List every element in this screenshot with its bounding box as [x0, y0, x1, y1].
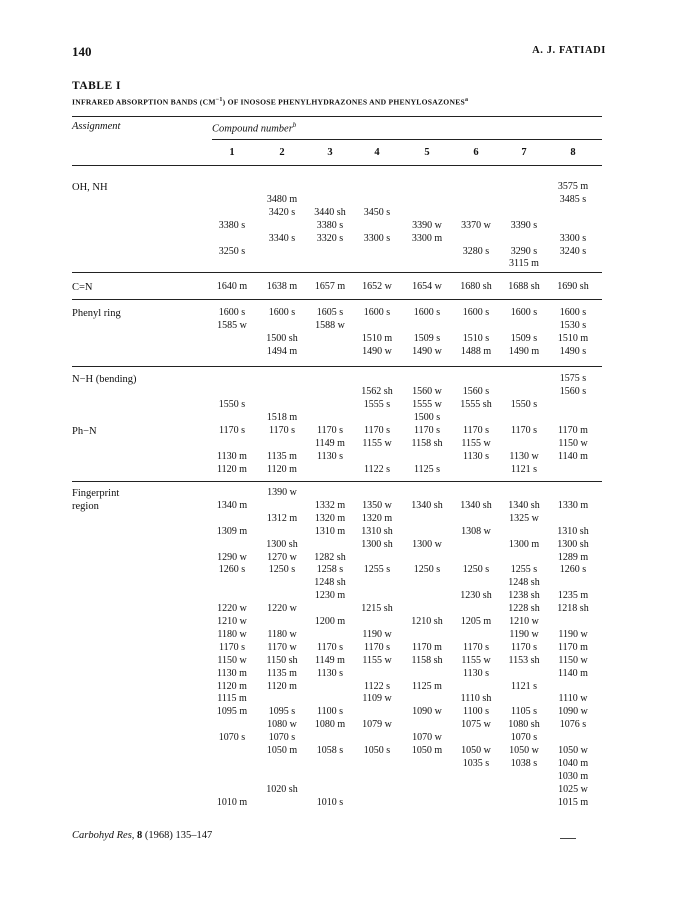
band-value: 1125 s — [413, 463, 441, 475]
band-value: 1320 m — [361, 512, 393, 524]
band-value: 3380 s — [218, 219, 246, 231]
band-value: 1079 w — [362, 719, 392, 731]
band-value: 1190 w — [558, 628, 588, 640]
band-value: 1050 s — [363, 745, 391, 756]
assignment-label: region — [72, 500, 99, 512]
band-value: 1115 m — [217, 693, 247, 705]
band-value: 1230 m — [314, 590, 346, 602]
band-value: 1300 w — [412, 538, 442, 550]
band-value: 1282 sh — [314, 551, 346, 563]
band-value: 1130 s — [462, 667, 490, 679]
assignment-label: OH, NH — [72, 182, 108, 193]
band-value: 1588 w — [315, 319, 345, 331]
band-value: 1220 w — [267, 603, 297, 615]
band-value: 1170 s — [462, 425, 490, 436]
band-value: 1320 m — [314, 512, 346, 524]
band-value: 1170 s — [268, 425, 296, 436]
band-value: 1170 s — [462, 641, 490, 653]
band-value: 1340 m — [216, 499, 248, 511]
band-value: 1605 s — [316, 307, 344, 318]
band-value: 1015 m — [557, 796, 589, 808]
caption-text-rest: ) OF INOSOSE PHENYLHYDRAZONES AND PHENYLOSAZONES — [222, 97, 465, 107]
assignment-label: Fingerprint — [72, 488, 120, 499]
band-value: 1494 m — [266, 345, 298, 357]
band-value: 1250 s — [462, 564, 490, 576]
band-value: 1310 sh — [557, 525, 589, 537]
band-value: 1218 sh — [557, 603, 589, 615]
assignment-column-header: Assignment — [72, 121, 121, 132]
band-value: 1308 w — [461, 525, 491, 537]
band-value: 1130 m — [217, 450, 247, 462]
band-value: 1255 s — [510, 564, 538, 576]
band-value: 3115 m — [509, 258, 539, 270]
assignment-label: N−H (bending) — [72, 374, 137, 385]
band-value: 1095 m — [216, 706, 248, 718]
journal-footer: Carbohyd Res, 8 (1968) 135–147 — [72, 830, 213, 841]
band-value: 1518 m — [266, 411, 298, 423]
band-value: 1020 sh — [266, 783, 298, 795]
band-value: 1122 s — [363, 680, 391, 692]
assignment-label: Ph−N — [72, 426, 97, 437]
band-value: 3240 s — [559, 245, 587, 257]
band-value: 1210 w — [509, 616, 539, 627]
band-value: 1340 sh — [508, 499, 540, 511]
band-value: 3300 s — [559, 232, 587, 244]
band-value: 3300 m — [411, 232, 443, 244]
band-value: 1035 s — [462, 757, 490, 769]
band-value: 1330 m — [557, 499, 589, 511]
band-value: 1170 s — [316, 641, 344, 653]
band-value: 1110 w — [558, 693, 588, 705]
band-value: 1530 s — [559, 319, 587, 331]
running-head: A. J. FATIADI — [532, 45, 606, 56]
compound-header-rule — [212, 139, 602, 140]
band-value: 1155 w — [362, 437, 392, 449]
band-value: 1289 m — [557, 551, 589, 563]
band-value: 3340 s — [268, 232, 296, 244]
compound-number-5: 5 — [424, 147, 430, 158]
band-value: 1170 m — [558, 641, 588, 653]
band-value: 1310 m — [314, 525, 346, 537]
band-value: 1657 m — [314, 281, 346, 292]
band-value: 1170 w — [267, 641, 297, 653]
band-value: 1050 w — [558, 745, 588, 756]
band-value: 1075 w — [461, 719, 491, 731]
table-top-rule — [72, 116, 602, 117]
band-value: 1238 sh — [508, 590, 540, 602]
band-value: 1688 sh — [508, 281, 540, 292]
band-value: 1190 w — [509, 628, 539, 640]
band-value: 3390 s — [510, 219, 538, 231]
band-value: 1350 w — [362, 499, 392, 511]
group-separator-rule — [72, 366, 602, 367]
band-value: 1158 sh — [411, 654, 443, 666]
band-value: 1095 s — [268, 706, 296, 718]
band-value: 1600 s — [559, 307, 587, 318]
compound-header-footnote: b — [292, 121, 297, 129]
band-value: 1121 s — [510, 680, 538, 692]
band-value: 1575 s — [559, 373, 587, 384]
assignment-label: C=N — [72, 282, 93, 293]
assignment-label: Phenyl ring — [72, 308, 121, 319]
band-value: 1600 s — [268, 307, 296, 318]
band-value: 1332 m — [314, 499, 346, 511]
band-value: 1170 s — [363, 425, 391, 436]
table-label: TABLE I — [72, 80, 121, 92]
band-value: 3480 m — [266, 193, 298, 205]
band-value: 1510 m — [361, 332, 393, 344]
band-value: 1300 sh — [557, 538, 589, 550]
band-value: 1150 w — [217, 654, 247, 666]
band-value: 1500 s — [413, 411, 441, 423]
band-value: 1050 w — [509, 745, 539, 756]
band-value: 1640 m — [216, 281, 248, 292]
band-value: 1390 w — [267, 487, 297, 498]
band-value: 1312 m — [266, 512, 298, 524]
band-value: 1585 w — [217, 319, 247, 331]
group-separator-rule — [72, 272, 602, 273]
band-value: 1070 s — [510, 732, 538, 744]
band-value: 1155 w — [461, 654, 491, 666]
band-value: 1120 m — [267, 680, 297, 692]
band-value: 1050 m — [266, 745, 298, 756]
band-value: 1255 s — [363, 564, 391, 576]
compound-number-7: 7 — [521, 147, 527, 158]
band-value: 1122 s — [363, 463, 391, 475]
band-value: 1150 w — [558, 654, 588, 666]
corner-dash — [560, 838, 576, 839]
band-value: 1200 m — [314, 616, 346, 627]
band-value: 1158 sh — [411, 437, 443, 449]
band-value: 1149 m — [315, 437, 345, 449]
band-value: 1080 w — [267, 719, 297, 731]
band-value: 1250 s — [413, 564, 441, 576]
band-value: 1155 w — [461, 437, 491, 449]
band-value: 1170 s — [363, 641, 391, 653]
band-value: 1150 sh — [266, 654, 298, 666]
compound-number-3: 3 — [327, 147, 333, 158]
band-value: 1170 s — [510, 641, 538, 653]
band-value: 1070 w — [412, 732, 442, 744]
band-value: 1500 sh — [266, 332, 298, 344]
band-value: 1140 m — [558, 450, 588, 462]
compound-header-text: Compound number — [212, 123, 293, 135]
band-value: 1235 m — [557, 590, 589, 602]
band-value: 1010 m — [216, 796, 248, 808]
band-value: 1290 w — [217, 551, 247, 563]
band-value: 1300 sh — [266, 538, 298, 550]
band-value: 1170 s — [413, 425, 441, 436]
header-bottom-rule — [72, 165, 602, 166]
page-number: 140 — [72, 44, 92, 59]
band-value: 1560 w — [412, 385, 442, 397]
caption-text: INFRARED ABSORPTION BANDS (CM — [72, 97, 216, 107]
band-value: 1600 s — [462, 307, 490, 318]
caption-footnote-mark: a — [464, 97, 469, 103]
band-value: 1149 m — [315, 654, 345, 666]
band-value: 1121 s — [510, 463, 538, 475]
band-value: 1130 w — [509, 450, 539, 462]
band-value: 1300 sh — [361, 538, 393, 550]
band-value: 1555 s — [363, 398, 391, 410]
caption-superscript: −1 — [215, 97, 223, 103]
band-value: 1210 w — [217, 616, 247, 627]
band-value: 1140 m — [558, 667, 588, 679]
band-value: 1153 sh — [508, 654, 540, 666]
band-value: 1509 s — [413, 332, 441, 344]
band-value: 3420 s — [268, 206, 296, 218]
band-value: 1100 s — [462, 706, 490, 718]
band-value: 1050 w — [461, 745, 491, 756]
band-value: 1600 s — [363, 307, 391, 318]
band-value: 1070 s — [268, 732, 296, 744]
band-value: 3380 s — [316, 219, 344, 231]
band-value: 1130 s — [316, 667, 344, 679]
band-value: 1080 sh — [508, 719, 540, 731]
band-value: 1560 s — [462, 385, 490, 397]
band-value: 1210 sh — [411, 616, 443, 627]
band-value: 1652 w — [362, 281, 392, 292]
band-value: 1248 sh — [508, 577, 540, 589]
band-value: 1170 m — [558, 425, 588, 436]
journal-citation: (1968) 135–147 — [142, 830, 213, 841]
band-value: 1562 sh — [361, 385, 393, 397]
band-value: 3440 sh — [314, 206, 346, 218]
band-value: 3250 s — [218, 245, 246, 257]
band-value: 1155 w — [362, 654, 392, 666]
band-value: 3290 s — [510, 245, 538, 257]
band-value: 1150 w — [558, 437, 588, 449]
band-value: 1490 w — [362, 345, 392, 357]
band-value: 1250 s — [268, 564, 296, 576]
band-value: 1120 m — [267, 463, 297, 475]
compound-number-8: 8 — [570, 147, 576, 158]
band-value: 1180 w — [267, 628, 297, 640]
band-value: 1135 m — [267, 450, 297, 462]
band-value: 1490 s — [559, 345, 587, 357]
band-value: 1135 m — [267, 667, 297, 679]
band-value: 1680 sh — [460, 281, 492, 292]
band-value: 1190 w — [362, 628, 392, 640]
band-value: 3390 w — [412, 219, 442, 231]
band-value: 1109 w — [362, 693, 392, 705]
band-value: 3300 s — [363, 232, 391, 244]
band-value: 1228 sh — [508, 603, 540, 615]
group-separator-rule — [72, 481, 602, 482]
band-value: 1490 m — [508, 345, 540, 357]
band-value: 1030 m — [557, 770, 589, 782]
band-value: 1555 sh — [460, 398, 492, 410]
band-value: 1510 m — [557, 332, 589, 344]
band-value: 1310 sh — [361, 525, 393, 537]
band-value: 1070 s — [218, 732, 246, 744]
band-value: 1510 s — [462, 332, 490, 344]
band-value: 1490 w — [412, 345, 442, 357]
band-value: 3485 s — [559, 193, 587, 205]
band-value: 1170 s — [316, 425, 344, 436]
band-value: 1100 s — [316, 706, 344, 718]
band-value: 1025 w — [558, 783, 588, 795]
band-value: 1309 m — [216, 525, 248, 537]
band-value: 1040 m — [557, 757, 589, 769]
band-value: 1170 s — [218, 425, 246, 436]
band-value: 3320 s — [316, 232, 344, 244]
band-value: 1180 w — [217, 628, 247, 640]
band-value: 1080 m — [314, 719, 346, 731]
band-value: 3370 w — [461, 219, 491, 231]
band-value: 3575 m — [557, 181, 589, 192]
band-value: 1105 s — [510, 706, 538, 718]
band-value: 1205 m — [460, 616, 492, 627]
band-value: 1638 m — [266, 281, 298, 292]
band-value: 1600 s — [510, 307, 538, 318]
journal-name: Carbohyd Res — [72, 830, 132, 841]
band-value: 1560 s — [559, 385, 587, 397]
group-separator-rule — [72, 299, 602, 300]
journal-volume: 8 — [137, 830, 143, 841]
band-value: 1090 w — [558, 706, 588, 718]
compound-number-6: 6 — [473, 147, 479, 158]
band-value: 1038 s — [510, 757, 538, 769]
band-value: 1270 w — [267, 551, 297, 563]
band-value: 1220 w — [217, 603, 247, 615]
band-value: 1654 w — [412, 281, 442, 292]
band-value: 1130 s — [462, 450, 490, 462]
band-value: 1260 s — [559, 564, 587, 576]
band-value: 1690 sh — [557, 281, 589, 292]
band-value: 1215 sh — [361, 603, 393, 615]
band-value: 1488 m — [460, 345, 492, 357]
compound-column-header — [212, 121, 296, 135]
band-value: 1230 sh — [460, 590, 492, 602]
band-value: 1170 s — [218, 641, 246, 653]
band-value: 3280 s — [462, 245, 490, 257]
band-value: 1550 s — [510, 398, 538, 410]
band-value: 1058 s — [316, 745, 344, 756]
band-value: 1340 sh — [411, 499, 443, 511]
compound-number-1: 1 — [229, 147, 235, 158]
band-value: 1325 w — [509, 512, 539, 524]
band-value: 1260 s — [218, 564, 246, 576]
band-value: 1120 m — [217, 463, 247, 475]
band-value: 3450 s — [363, 206, 391, 218]
band-value: 1076 s — [559, 719, 587, 731]
band-value: 1170 s — [510, 425, 538, 436]
compound-number-2: 2 — [279, 147, 285, 158]
band-value: 1110 sh — [460, 693, 492, 705]
band-value: 1600 s — [413, 307, 441, 318]
band-value: 1509 s — [510, 332, 538, 344]
band-value: 1050 m — [411, 745, 443, 756]
band-value: 1340 sh — [460, 499, 492, 511]
compound-number-4: 4 — [374, 147, 380, 158]
band-value: 1600 s — [218, 307, 246, 318]
band-value: 1120 m — [217, 680, 247, 692]
band-value: 1125 m — [412, 680, 442, 692]
band-value: 1130 m — [217, 667, 247, 679]
band-value: 1170 m — [412, 641, 442, 653]
band-value: 1090 w — [412, 706, 442, 718]
table-caption — [72, 97, 468, 107]
band-value: 1130 s — [316, 450, 344, 462]
band-value: 1010 s — [316, 796, 344, 808]
band-value: 1248 sh — [314, 577, 346, 589]
band-value: 1555 w — [412, 398, 442, 410]
band-value: 1258 s — [316, 564, 344, 576]
band-value: 1550 s — [218, 398, 246, 410]
band-value: 1300 m — [508, 538, 540, 550]
